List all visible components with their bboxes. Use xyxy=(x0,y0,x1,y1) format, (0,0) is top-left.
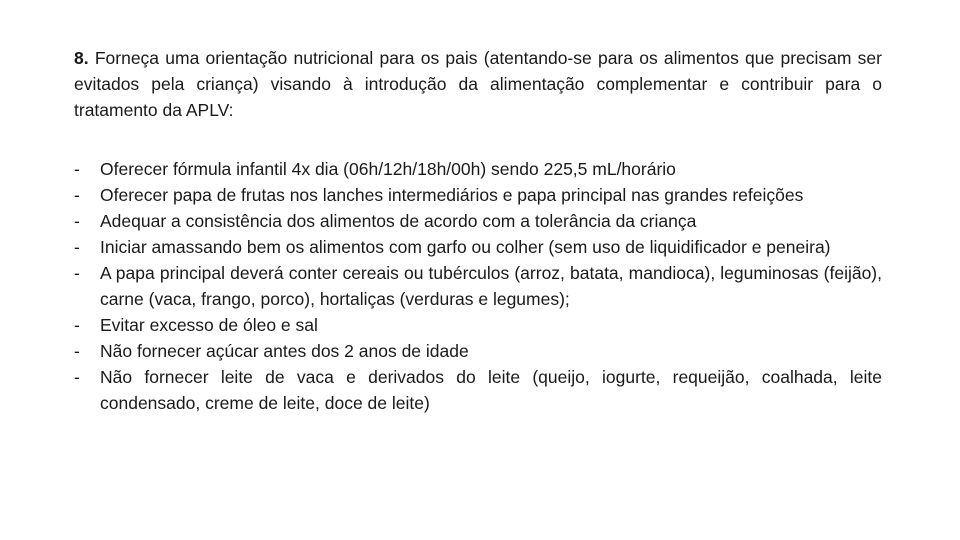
bullet-dash: - xyxy=(74,211,80,231)
answer-text: Oferecer papa de frutas nos lanches intermediários e papa principal nas grandes refeições xyxy=(100,185,804,205)
bullet-dash: - xyxy=(74,237,80,257)
bullet-dash: - xyxy=(74,185,80,205)
answer-text: Não fornecer leite de vaca e derivados do leite (queijo, iogurte, requeijão, coalhada, leite condensado, creme de leite, doce de leite) xyxy=(100,367,882,413)
list-item xyxy=(74,260,882,312)
answer-text: Evitar excesso de óleo e sal xyxy=(100,315,318,335)
list-item xyxy=(74,364,882,416)
answer-text: Adequar a consistência dos alimentos de acordo com a tolerância da criança xyxy=(100,211,697,231)
list-item xyxy=(74,338,882,364)
question-text: Forneça uma orientação nutricional para os pais (atentando-se para os alimentos que precisam ser evitados pela criança) visando à introdução da alimentação complementar e contribuir para o tratamento da APLV: xyxy=(74,48,882,120)
bullet-dash: - xyxy=(74,367,80,387)
bullet-dash: - xyxy=(74,315,80,335)
answer-text: Oferecer fórmula infantil 4x dia (06h/12h/18h/00h) sendo 225,5 mL/horário xyxy=(100,159,676,179)
list-item xyxy=(74,234,882,260)
list-item xyxy=(74,182,882,208)
list-item xyxy=(74,208,882,234)
bullet-dash: - xyxy=(74,341,80,361)
answer-text: Não fornecer açúcar antes dos 2 anos de idade xyxy=(100,341,469,361)
question-paragraph xyxy=(74,45,882,123)
question-number: 8. xyxy=(74,48,89,68)
answer-text: A papa principal deverá conter cereais ou tubérculos (arroz, batata, mandioca), leguminosas (feijão), carne (vaca, frango, porco), hortaliças (verduras e legumes); xyxy=(100,263,882,309)
answer-list xyxy=(74,156,882,416)
list-item xyxy=(74,312,882,338)
bullet-dash: - xyxy=(74,159,80,179)
answer-text: Iniciar amassando bem os alimentos com garfo ou colher (sem uso de liquidificador e peneira) xyxy=(100,237,831,257)
list-item xyxy=(74,156,882,182)
bullet-dash: - xyxy=(74,263,80,283)
